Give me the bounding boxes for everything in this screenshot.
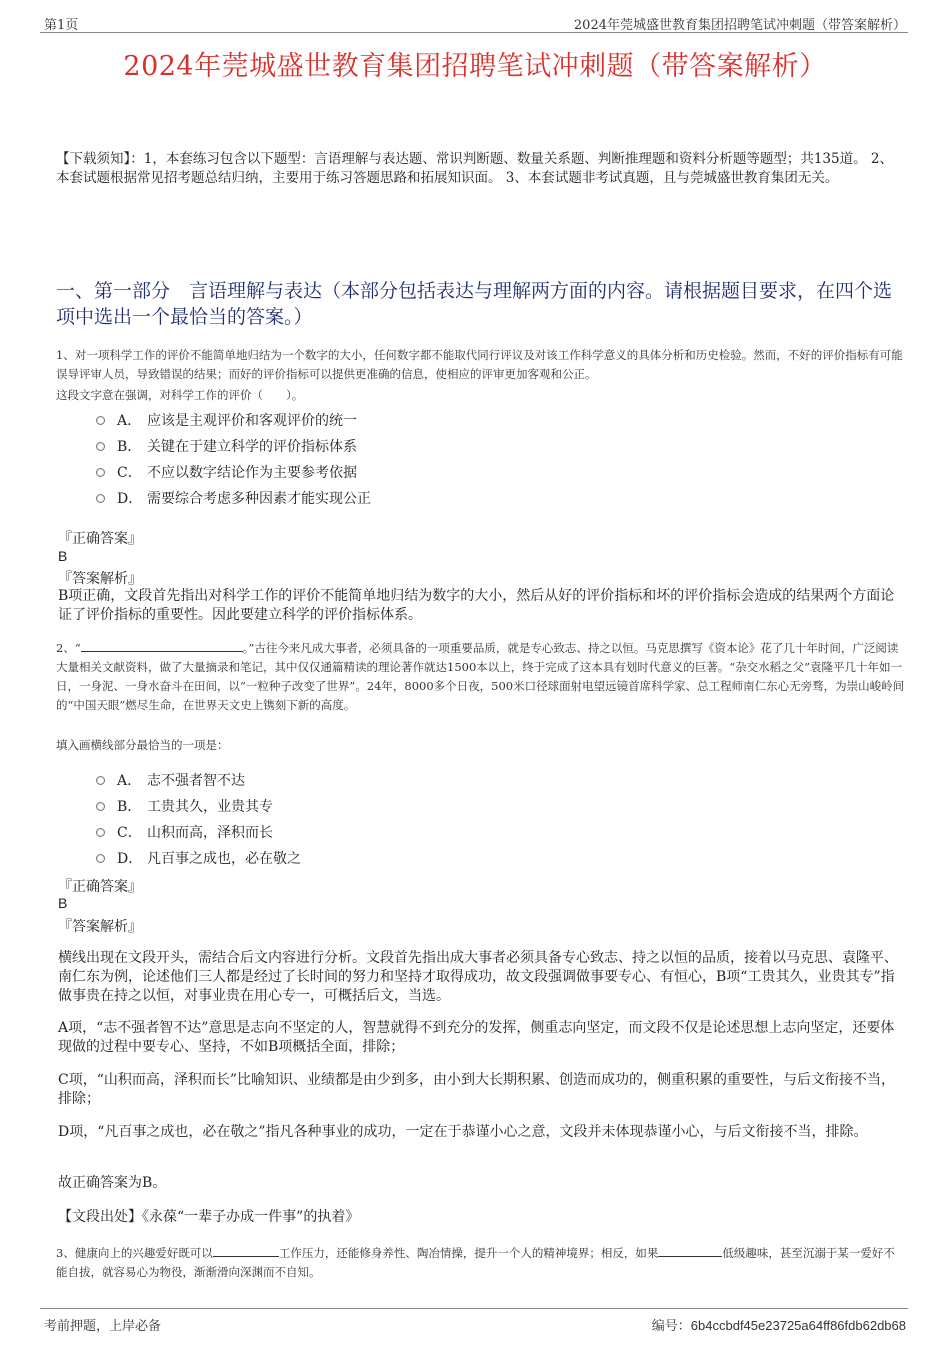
radio-icon[interactable] bbox=[96, 802, 105, 811]
download-notice: 【下载须知】：1，本套练习包含以下题型：言语理解与表达题、常识判断题、数量关系题、判断推理题和资料分析题等题型；共135道。 2、本套试题根据常见招考题总结归纳，主要用于练习答题思路和拓展知识面。 3、本套试题非考试真题，且与莞城盛世教育集团无关。 bbox=[56, 151, 893, 186]
page-number: 第1页 bbox=[44, 18, 79, 33]
q1-option-b[interactable]: B． 关键在于建立科学的评价指标体系 bbox=[96, 436, 357, 456]
q1-option-a[interactable]: A． 应该是主观评价和客观评价的统一 bbox=[96, 410, 357, 430]
fill-blank bbox=[81, 651, 243, 652]
q1-option-c[interactable]: C． 不应以数字结论作为主要参考依据 bbox=[96, 462, 357, 482]
q2-stem: 填入画横线部分最恰当的一项是： bbox=[56, 738, 229, 752]
radio-icon[interactable] bbox=[96, 828, 105, 837]
section-heading: 一、第一部分 言语理解与表达（本部分包括表达与理解两方面的内容。请根据题目要求，在四个选项中选出一个最恰当的答案。） bbox=[56, 280, 893, 328]
radio-icon[interactable] bbox=[96, 854, 105, 863]
fill-blank bbox=[658, 1256, 722, 1257]
radio-icon[interactable] bbox=[96, 416, 105, 425]
q2-source: 【文段出处】《永葆“一辈子办成一件事”的执着》 bbox=[58, 1209, 360, 1225]
footer-slogan: 考前押题，上岸必备 bbox=[44, 1319, 162, 1334]
q3-text: 3、健康向上的兴趣爱好既可以 工作压力，还能修身养性、陶冶情操，提升一个人的精神境界；相反，如果 低级趣味，甚至沉溺于某一爱好不能自拔，就容易心为物役，渐渐滑向深渊而不自知。 bbox=[56, 1246, 895, 1279]
radio-icon[interactable] bbox=[96, 494, 105, 503]
footer-divider bbox=[40, 1308, 908, 1309]
page-title: 2024年莞城盛世教育集团招聘笔试冲刺题（带答案解析） bbox=[123, 51, 827, 82]
q1-text: 1、对一项科学工作的评价不能简单地归结为一个数字的大小，任何数字都不能取代同行评议及对该工作科学意义的具体分析和历史检验。然而，不好的评价指标有可能误导评审人员，导致错误的结果；而好的评价指标可以提供更准确的信息，使相应的评审更加客观和公正。 bbox=[56, 348, 903, 381]
q1-stem: 这段文字意在强调，对科学工作的评价（ ）。 bbox=[56, 388, 304, 402]
q2-analysis-main: 横线出现在文段开头，需结合后文内容进行分析。文段首先指出成大事者必须具备专心致志、持之以恒的品质，接着以马克思、袁隆平、南仁东为例，论述他们三人都是经过了长时间的努力和坚持才取得成功，故文段强调做事要专心、有恒心，B项“工贵其久，业贵其专”指做事贵在持之以恒，对事业贵在用心专一，可概括后文，当选。 bbox=[58, 950, 898, 1004]
fill-blank bbox=[213, 1256, 279, 1257]
radio-icon[interactable] bbox=[96, 442, 105, 451]
q2-analysis-label: 『答案解析』 bbox=[58, 919, 142, 935]
q2-option-a[interactable]: A． 志不强者智不达 bbox=[96, 770, 245, 790]
q2-text: 2、“ 。”古往今来凡成大事者，必须具备的一项重要品质，就是专心致志、持之以恒。马克思撰写《资本论》花了几十年时间，广泛阅读大量相关文献资料，做了大量摘录和笔记，其中仅仅通篇精读的理论著作就达1500本以上，终于完成了这本具有划时代意义的巨著。“杂交水稻之父”袁隆平几十年如一日，一身泥、一身水奋斗在田间，以“一粒种子改变了世界”。24年，8000多个日夜，500米口径球面射电望远镜首席科学家、总工程师南仁东心无旁骛，为崇山峻岭间的“中国天眼”燃尽生命，在世界天文史上镌刻下新的高度。 bbox=[56, 641, 905, 712]
q2-analysis-a: A项，“志不强者智不达”意思是志向不坚定的人，智慧就得不到充分的发挥，侧重志向坚定，而文段不仅是论述思想上志向坚定，还要体现做的过程中要专心、坚持，不如B项概括全面，排除； bbox=[58, 1020, 895, 1055]
q2-conclusion: 故正确答案为B。 bbox=[58, 1175, 167, 1191]
q1-answer-label: 『正确答案』 bbox=[58, 531, 142, 547]
q2-option-c[interactable]: C． 山积而高，泽积而长 bbox=[96, 822, 273, 842]
q1-analysis: B项正确，文段首先指出对科学工作的评价不能简单地归结为数字的大小，然后从好的评价指标和坏的评价指标会造成的结果两个方面论证了评价指标的重要性。因此要建立科学的评价指标体系。 bbox=[58, 588, 895, 623]
radio-icon[interactable] bbox=[96, 468, 105, 477]
q2-answer: B bbox=[58, 895, 68, 911]
q1-analysis-label: 『答案解析』 bbox=[58, 571, 142, 587]
q2-option-d[interactable]: D． 凡百事之成也，必在敬之 bbox=[96, 848, 301, 868]
radio-icon[interactable] bbox=[96, 776, 105, 785]
q1-option-d[interactable]: D． 需要综合考虑多种因素才能实现公正 bbox=[96, 488, 371, 508]
q2-answer-label: 『正确答案』 bbox=[58, 879, 142, 895]
header-divider bbox=[40, 32, 908, 33]
q2-option-b[interactable]: B． 工贵其久，业贵其专 bbox=[96, 796, 273, 816]
q2-analysis-c: C项，“山积而高，泽积而长”比喻知识、业绩都是由少到多，由小到大长期积累、创造而成功的，侧重积累的重要性，与后文衔接不当，排除； bbox=[58, 1072, 896, 1107]
q2-analysis-d: D项，“凡百事之成也，必在敬之”指凡各种事业的成功，一定在于恭谨小心之意，文段并未体现恭谨小心，与后文衔接不当，排除。 bbox=[58, 1124, 868, 1140]
q1-answer: B bbox=[58, 548, 68, 564]
header-doc-title: 2024年莞城盛世教育集团招聘笔试冲刺题（带答案解析） bbox=[573, 18, 906, 33]
footer-doc-id: 编号：6b4ccbdf45e23725a64ff86fdb62db68 bbox=[651, 1318, 906, 1333]
